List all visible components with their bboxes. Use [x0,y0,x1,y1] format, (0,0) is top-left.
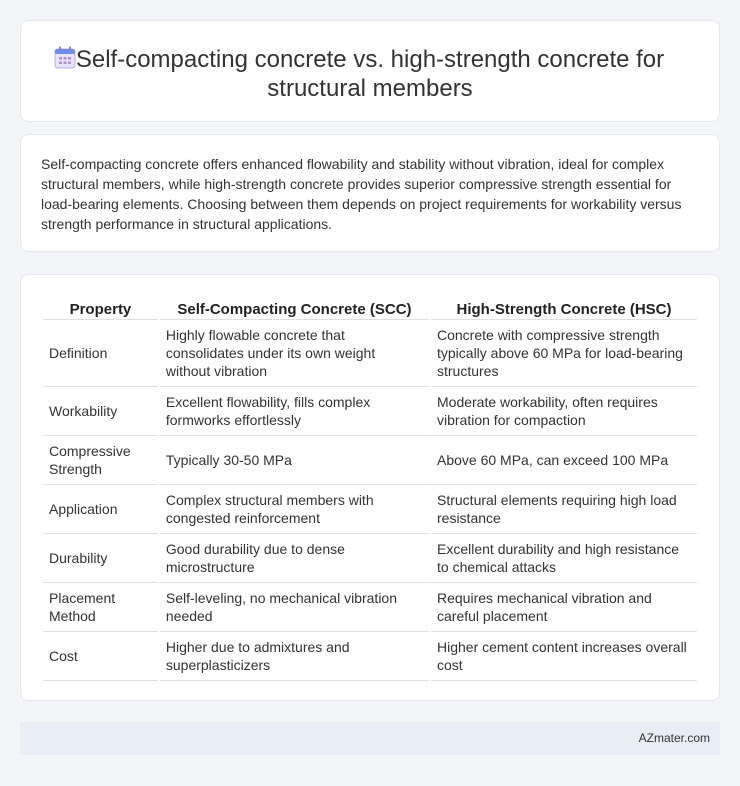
row-property: Definition [43,320,158,387]
row-scc-value: Complex structural members with congested reinforcement [160,485,429,534]
table-header-row [43,295,697,320]
row-hsc-value: Concrete with compressive strength typically above 60 MPa for load-bearing structures [431,320,697,387]
row-scc-value: Good durability due to dense microstructure [160,534,429,583]
row-scc-value: Typically 30-50 MPa [160,436,429,485]
table-row [43,534,697,583]
row-property: Cost [43,632,158,681]
footer-site-link[interactable]: AZmater.com [638,731,710,745]
row-hsc-value: Moderate workability, often requires vibration for compaction [431,387,697,436]
row-scc-value: Highly flowable concrete that consolidates under its own weight without vibration [160,320,429,387]
row-property: Compressive Strength [43,436,158,485]
page-title: Self-compacting concrete vs. high-strength concrete for structural members [75,46,665,102]
table-row [43,436,697,485]
row-hsc-value: Excellent durability and high resistance to chemical attacks [431,534,697,583]
row-hsc-value: Higher cement content increases overall cost [431,632,697,681]
column-header-property: Property [43,295,158,320]
footer-bar [20,722,720,755]
row-hsc-value: Structural elements requiring high load resistance [431,485,697,534]
comparison-table [41,295,699,681]
table-row [43,632,697,681]
row-hsc-value: Requires mechanical vibration and careful placement [431,583,697,632]
column-header-hsc: High-Strength Concrete (HSC) [431,295,697,320]
row-property: Durability [43,534,158,583]
row-property: Workability [43,387,158,436]
row-property: Application [43,485,158,534]
row-scc-value: Higher due to admixtures and superplasticizers [160,632,429,681]
title-card [20,20,720,122]
row-hsc-value: Above 60 MPa, can exceed 100 MPa [431,436,697,485]
intro-paragraph: Self-compacting concrete offers enhanced flowability and stability without vibration, ideal for complex structural members, while high-strength concrete provides superior compressive strength essential for load-bearing elements. Choosing between them depends on project requirements for workability versus strength performance in structural applications. [41,156,682,232]
table-row [43,485,697,534]
table-row [43,583,697,632]
column-header-scc: Self-Compacting Concrete (SCC) [160,295,429,320]
table-row [43,387,697,436]
comparison-table-card [20,274,720,701]
row-scc-value: Self-leveling, no mechanical vibration needed [160,583,429,632]
row-scc-value: Excellent flowability, fills complex formworks effortlessly [160,387,429,436]
row-property: Placement Method [43,583,158,632]
table-row [43,320,697,387]
intro-card [20,134,720,252]
